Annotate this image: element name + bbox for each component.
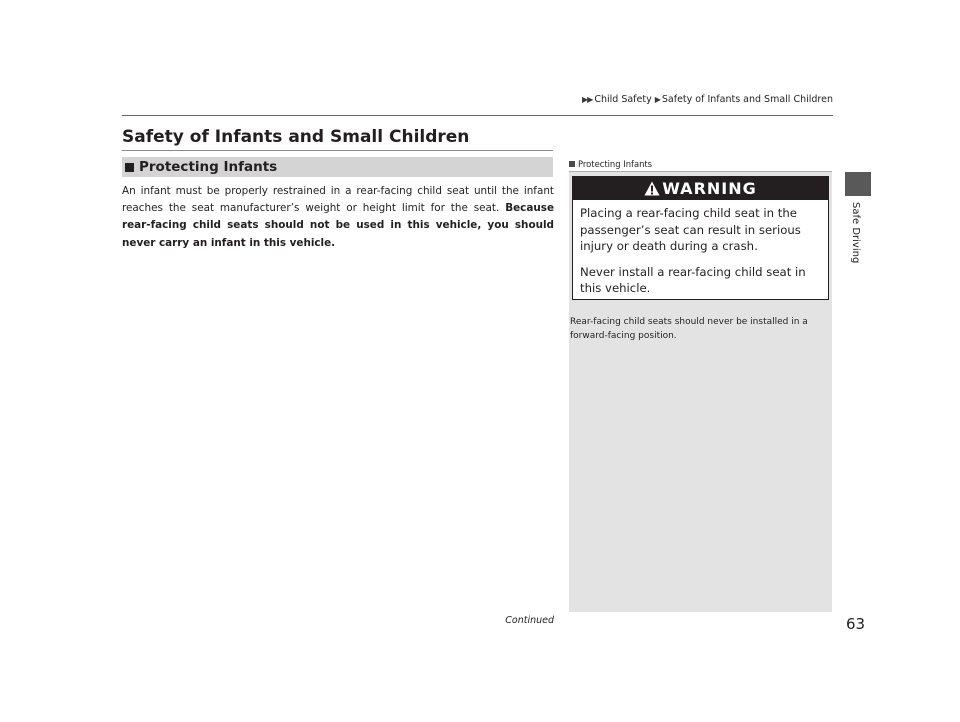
header-divider bbox=[122, 115, 833, 116]
side-note-heading-label[interactable]: Protecting Infants bbox=[578, 158, 653, 169]
chapter-tab-label: Safe Driving bbox=[850, 202, 861, 264]
warning-paragraph-1: Placing a rear-facing child seat in the passenger’s seat can result in serious injury or death during a crash. bbox=[580, 206, 801, 253]
warning-box bbox=[572, 176, 829, 300]
side-note-heading bbox=[569, 156, 832, 171]
side-note-text: Rear-facing child seats should never be installed in a forward-facing position. bbox=[570, 317, 808, 341]
breadcrumb-item-current: Safety of Infants and Small Children bbox=[661, 94, 833, 105]
continued-label: Continued bbox=[505, 615, 554, 626]
section-square-icon bbox=[125, 163, 134, 172]
breadcrumb-arrow-icon: ▶ bbox=[654, 95, 660, 104]
chapter-tab bbox=[845, 172, 871, 196]
warning-triangle-icon bbox=[644, 181, 660, 197]
warning-title: WARNING bbox=[662, 179, 757, 198]
reference-marker-icon bbox=[569, 161, 575, 167]
warning-paragraph-2: Never install a rear-facing child seat in this vehicle. bbox=[580, 264, 806, 295]
body-text-normal: An infant must be properly restrained in a rear-facing child seat until the infant reaches the seat manufacturer’s weight or height limit for the seat. bbox=[122, 185, 554, 215]
breadcrumb-item-child-safety[interactable]: Child Safety bbox=[594, 94, 652, 105]
section-header bbox=[122, 157, 553, 177]
page-title: Safety of Infants and Small Children bbox=[122, 127, 470, 147]
warning-header bbox=[573, 177, 828, 200]
side-note-panel bbox=[569, 156, 832, 612]
warning-body bbox=[580, 205, 822, 306]
page-number: 63 bbox=[846, 615, 866, 633]
side-note-divider bbox=[569, 171, 832, 172]
title-divider bbox=[122, 150, 553, 151]
breadcrumb bbox=[582, 94, 833, 105]
breadcrumb-arrow-icon: ▶▶ bbox=[582, 95, 593, 104]
body-text-bold: Because rear-facing child seats should not be used in this vehicle, you should never carry an infant in this vehicle. bbox=[122, 202, 554, 249]
body-paragraph bbox=[122, 183, 554, 252]
section-title: Protecting Infants bbox=[139, 159, 278, 175]
